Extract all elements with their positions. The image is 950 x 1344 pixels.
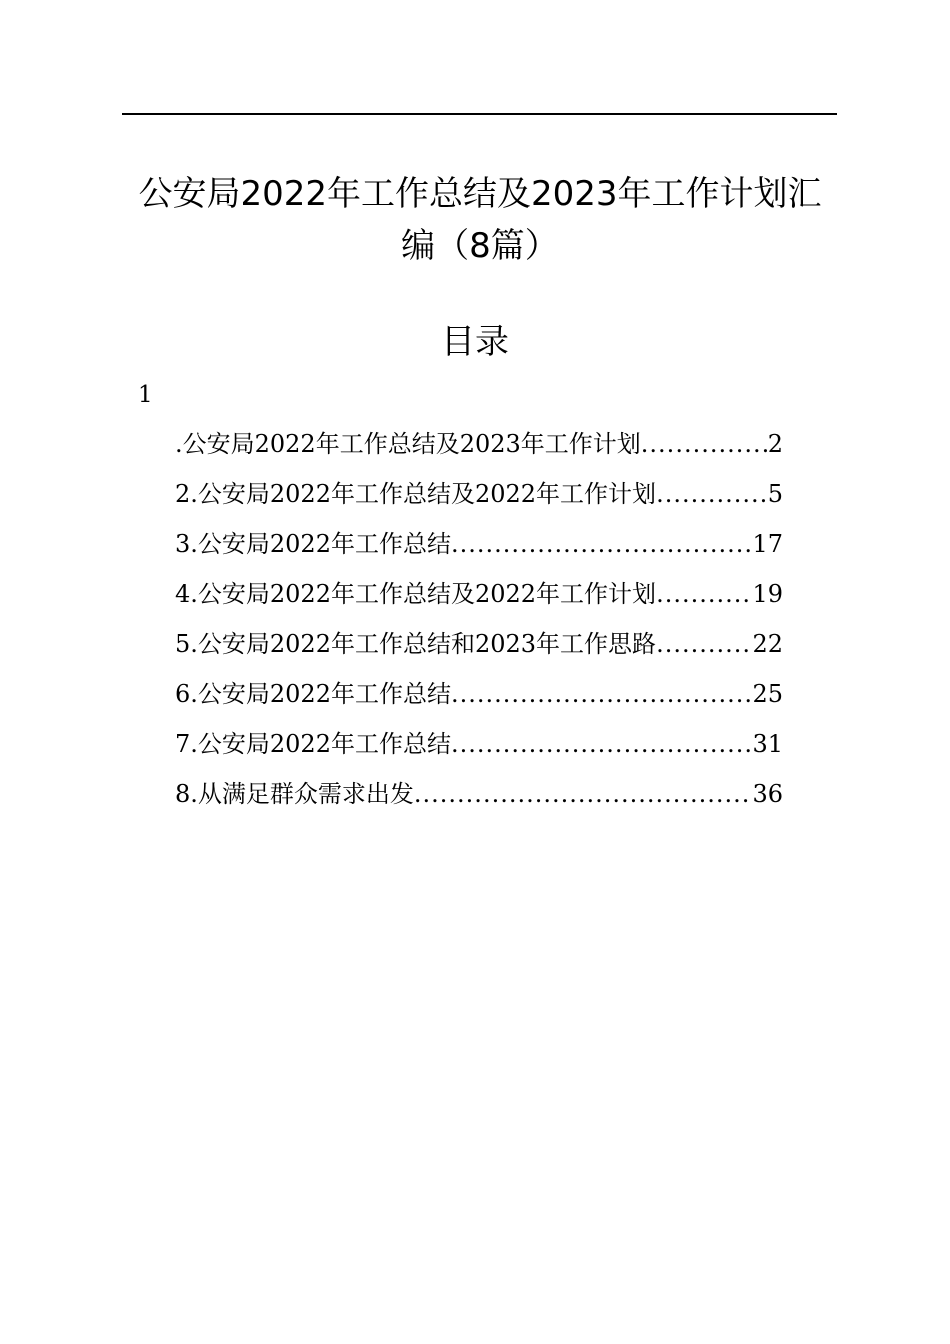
toc-dot-leader (656, 574, 752, 614)
toc-page-number: 2 (767, 430, 783, 458)
toc-dot-leader (451, 724, 752, 764)
toc-page-number: 36 (752, 780, 783, 808)
toc-heading: 目录 (441, 322, 509, 362)
toc-dot-leader (414, 774, 753, 814)
toc-entry-title: 7.公安局2022年工作总结 (175, 730, 451, 758)
toc-dot-leader (656, 624, 752, 664)
toc-entry-title: 3.公安局2022年工作总结 (175, 530, 451, 558)
toc-entry-7[interactable] (175, 724, 783, 774)
toc-dot-leader (656, 474, 768, 514)
toc-entry-title: 6.公安局2022年工作总结 (175, 680, 451, 708)
header-rule (122, 113, 837, 115)
toc-page-number: 25 (752, 680, 783, 708)
toc-page-number: 19 (752, 580, 783, 608)
toc-dot-leader (451, 524, 752, 564)
toc-page-number: 17 (752, 530, 783, 558)
document-title-line-1: 公安局2022年工作总结及2023年工作计划汇 (138, 174, 822, 214)
table-of-contents (175, 424, 783, 824)
toc-page-number: 5 (767, 480, 783, 508)
toc-entry-title: 2.公安局2022年工作总结及2022年工作计划 (175, 480, 657, 508)
toc-entry-title: .公安局2022年工作总结及2023年工作计划 (175, 430, 641, 458)
document-title (120, 168, 840, 272)
toc-entry-3[interactable] (175, 524, 783, 574)
document-title-line-2: 编（8篇） (401, 226, 559, 266)
toc-stray-number: 1 (138, 382, 153, 408)
toc-entry-title: 8.从满足群众需求出发 (175, 780, 414, 808)
toc-entry-6[interactable] (175, 674, 783, 724)
toc-entry-4[interactable] (175, 574, 783, 624)
toc-entry-2[interactable] (175, 474, 783, 524)
toc-dot-leader (641, 424, 768, 464)
toc-entry-title: 5.公安局2022年工作总结和2023年工作思路 (175, 630, 657, 658)
toc-entry-8[interactable] (175, 774, 783, 824)
toc-page-number: 22 (752, 630, 783, 658)
toc-dot-leader (451, 674, 752, 714)
toc-page-number: 31 (752, 730, 783, 758)
toc-entry-1[interactable] (175, 424, 783, 474)
toc-entry-title: 4.公安局2022年工作总结及2022年工作计划 (175, 580, 657, 608)
toc-entry-5[interactable] (175, 624, 783, 674)
